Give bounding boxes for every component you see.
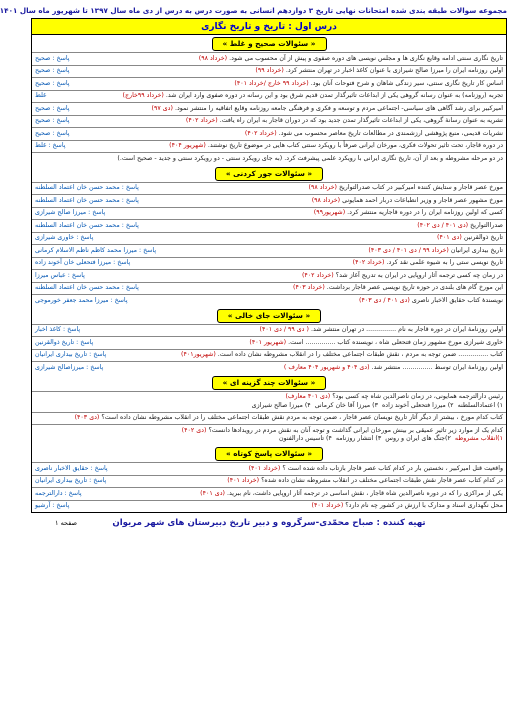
exam-date: (شهریور ۴۰۱) xyxy=(249,338,287,346)
question-row xyxy=(32,194,506,207)
answer-text: پاسخ : تاریخ ذوالقرنین xyxy=(35,338,94,346)
exam-date: (خرداد ۴۰۱) xyxy=(227,477,260,484)
exam-date: (دی ۴۰۱ / دی ۴۰۳) xyxy=(358,296,410,304)
section-title: « سئوالات جور کردنی » xyxy=(215,167,323,181)
question-body: کتاب ............... ضمن توجه به مردم ، نقش طبقات اجتماعی مختلف را در انقلاب مشروطه نشان داده است. xyxy=(217,351,503,358)
answer-option: ۲)جنگ های ایران و روس xyxy=(385,435,451,442)
question-text xyxy=(164,247,503,256)
answer-option: ۳) انتشار روزنامه xyxy=(335,435,382,442)
exam-date: (شهریور۴۰۱) xyxy=(181,351,216,358)
question-row xyxy=(32,115,506,128)
question-body: یکی از مراکزی را که در دوره ناصرالدین شاه قاجار ، نقش اساسی در ترجمه آثار اروپایی داشت، نام ببرید. xyxy=(227,489,503,497)
question-row xyxy=(32,294,506,307)
section-title: « سئوالات صحیح و غلط » xyxy=(212,37,327,51)
answer-option: ۴) تاسیس دارالفنون xyxy=(278,435,332,442)
question-text xyxy=(147,184,503,193)
question-row xyxy=(32,152,506,165)
question-row xyxy=(32,102,506,115)
section-heading xyxy=(32,445,506,462)
question-row xyxy=(32,391,506,412)
exam-date: (خرداد ۴۰۲) xyxy=(185,117,218,124)
question-block xyxy=(147,222,503,231)
question-body: نشریات قدیمی، منبع پژوهشی ارزشمندی در مطالعات تاریخ معاصر محسوب می شود. xyxy=(278,129,503,137)
question-body: امیرکبیر برای رشد آگاهی های سیاسی- اجتماعی مردم و توسعه و فکری و فرهنگی جامعه روزنامه وقایع اتفاقیه را منتشر نمود. xyxy=(174,104,503,112)
question-body: رئیس دارالترجمه همایونی، در زمان ناصرالدین شاه چه کسی بود؟ xyxy=(332,393,503,400)
answer-text: پاسخ : دارالترجمه xyxy=(35,489,82,497)
answer-text: پاسخ : میرزا محمد کاظم ناظم الاسلام کرمانی xyxy=(35,246,157,254)
question-body: مورخ عصر قاجار و ستایش کننده امیرکبیر در کتاب صدرالتواریخ xyxy=(338,184,503,191)
question-row xyxy=(32,462,506,475)
question-body: این مورخ گام های بلندی در حوزه تاریخ نویسی عصر قاجار برداشت. xyxy=(326,284,503,291)
exam-date: (خرداد ۹۹ خارج /خرداد ۴۰۱) xyxy=(234,79,309,87)
section-title: « سئوالات چند گزینه ای » xyxy=(212,376,327,390)
exam-date: (خرداد ۹۸) xyxy=(311,196,341,204)
question-block xyxy=(88,326,503,335)
question-row xyxy=(32,52,506,65)
question-block xyxy=(54,92,503,101)
answer-text: پاسخ : کاغذ اخبار xyxy=(35,326,81,333)
question-text xyxy=(54,92,503,101)
exam-date: (دی ۴۰۱) xyxy=(437,234,462,241)
section-heading xyxy=(32,307,506,324)
question-block xyxy=(111,364,503,373)
question-body: خاوری شیرازی مورخ مشهور زمان فتحعلی شاه ، نویسنده کتاب ............... است. xyxy=(288,338,503,346)
exam-date: (دی ۴۰۳) xyxy=(74,414,100,421)
question-body: محل نگهداری اسناد و مدارک با ارزش در کشور چه نام دارد؟ xyxy=(345,502,503,509)
question-block xyxy=(101,339,503,348)
section-heading xyxy=(32,165,506,182)
question-row xyxy=(32,475,506,488)
question-text xyxy=(78,80,503,89)
question-block xyxy=(93,272,503,281)
exam-date: (خرداد ۹۹خارج) xyxy=(122,92,164,99)
answer-text: پاسخ : محمد حسن خان اعتماد السلطنه xyxy=(35,221,139,229)
question-text xyxy=(113,209,503,218)
answer-text: پاسخ : حقایق الاخبار ناصری xyxy=(35,464,108,472)
question-row xyxy=(32,282,506,295)
question-row xyxy=(32,219,506,232)
answer-text: پاسخ : صحیح xyxy=(35,129,70,137)
question-block xyxy=(138,259,503,268)
question-row xyxy=(32,487,506,500)
question-row xyxy=(32,90,506,103)
question-row xyxy=(32,269,506,282)
question-text xyxy=(138,259,503,268)
question-row xyxy=(32,207,506,220)
answer-option: ۲) میرزا فتحعلی آخوند زاده xyxy=(381,401,454,409)
exam-date: (خرداد ۴۰۱) xyxy=(311,502,344,509)
question-block xyxy=(35,427,503,444)
exam-date: (خرداد ۴۰۱) xyxy=(248,464,281,472)
answer-option: ۳) میرزا آقا خان کرمانی xyxy=(314,401,378,409)
question-row xyxy=(32,349,506,362)
question-text xyxy=(74,142,504,151)
answer-text: پاسخ : صحیح xyxy=(35,117,70,124)
answer-text: پاسخ : محمد حسن خان اعتماد السلطنه xyxy=(35,184,139,191)
sections-container xyxy=(32,35,506,512)
question-row xyxy=(32,500,506,513)
exam-date: ( دی ۹۹ / دی ۴۰۱) xyxy=(259,326,309,333)
exam-date: (خرداد ۹۸) xyxy=(308,184,337,191)
question-block xyxy=(147,197,503,206)
question-block xyxy=(74,142,504,151)
question-block xyxy=(136,297,503,306)
question-row xyxy=(32,324,506,337)
answer-text: پاسخ : صحیح xyxy=(35,79,70,87)
footer-author: تهیه کننده : صباح محمّدی-سرگروه و دبیر تاریخ دبیرستان های شهر مریوان xyxy=(112,518,426,528)
question-text xyxy=(116,465,503,474)
question-text xyxy=(35,393,503,402)
section-title: « سئوالات پاسخ کوتاه » xyxy=(215,447,323,461)
answer-text: پاسخ : میرزا فتحعلی خان آخوند زاده xyxy=(35,259,131,266)
question-text xyxy=(78,55,503,64)
question-row xyxy=(32,361,506,374)
question-block xyxy=(101,234,503,243)
question-row xyxy=(32,127,506,140)
question-text xyxy=(35,155,503,164)
question-row xyxy=(32,257,506,270)
question-block xyxy=(147,284,503,293)
question-body: در زمان چه کسی ترجمه آثار اروپایی در ایران به تدریج آغاز شد؟ xyxy=(335,271,503,279)
question-block xyxy=(78,105,503,114)
answer-option: ۱) اعتمادالسلطنه xyxy=(457,401,503,409)
question-text xyxy=(147,197,503,206)
answer-text: پاسخ : خاوری شیرازی xyxy=(35,234,94,241)
question-text xyxy=(101,234,503,243)
page-number: صفحه ۱ xyxy=(55,519,78,527)
question-body: نویسندهٔ کتاب حقایق الاخبار ناصری xyxy=(411,296,503,304)
question-text xyxy=(101,339,503,348)
question-text xyxy=(78,105,503,114)
page-footer xyxy=(31,515,507,531)
question-block xyxy=(147,184,503,193)
section-title: « سئوالات جای خالی » xyxy=(217,309,321,323)
question-row xyxy=(32,424,506,445)
answer-text: غلط xyxy=(35,92,47,99)
document-header-title: مجموعه سوالات طبقه بندی شده امتحانات نهایی تاریخ ۳ دوازدهم انسانی به صورت درس به درس از دی ماه سال ۱۳۹۷ تا شهریور ماه سال ۱۴۰۱ xyxy=(0,6,507,15)
question-body: کسی که اولین روزنامه ایران را در دوره قاجاریه منتشر کرد. xyxy=(347,209,503,216)
question-block xyxy=(77,502,503,511)
exam-date: (خرداد ۴۰۳) xyxy=(292,284,325,291)
question-row xyxy=(32,412,506,425)
section-heading xyxy=(32,35,506,52)
question-block xyxy=(35,393,503,410)
answer-options xyxy=(35,402,503,411)
lesson-title: درس اول : تاریخ و تاریخ نگاری xyxy=(32,19,506,35)
question-body: اولین روزنامهٔ ایران توسط ............... منتشر شد. xyxy=(371,363,503,371)
question-body: در کدام کتاب عصر قاجار نقش طبقات اجتماعی مختلف در انقلاب مشروطه نشان داده شده؟ xyxy=(261,477,503,484)
exam-date: (خرداد ۴۰۲) xyxy=(244,129,277,137)
answer-text: پاسخ : میرزا صالح شیرازی xyxy=(35,209,106,216)
answer-options xyxy=(35,435,503,444)
question-body: کدام یک از موارد زیر تاثیر عمیقی بر بینش مورخان ایرانی گذاشت و توجه آنان به نقش مردم در رویدادها دانست؟ xyxy=(208,426,503,434)
exam-date: (خرداد ۹۹ / دی ۴۰۱ / دی ۴۰۳) xyxy=(368,246,449,254)
exam-date: (خرداد ۹۸) xyxy=(198,54,228,62)
question-text xyxy=(78,117,503,126)
question-text xyxy=(136,297,503,306)
content-frame xyxy=(31,18,507,513)
exam-date: (دی ۴۰۴ و شهریور ۴۰۴ معارف ) xyxy=(283,363,370,371)
question-text xyxy=(93,272,503,281)
question-block xyxy=(78,80,503,89)
question-text xyxy=(147,284,503,293)
question-block xyxy=(78,117,503,126)
answer-option: ۴) میرزا صالح شیرازی xyxy=(251,401,311,409)
question-body: در دو مرحله مشروطه و بعد از آن، تاریخ نگاری ایرانی با رویکرد علمی پیشرفت کرد. (به جای رویکرد سنتی - دو رویکرد سنتی و جدید - صحیح است.) xyxy=(117,154,503,162)
question-body: صدراالتواریخ xyxy=(470,221,503,229)
question-text xyxy=(147,222,503,231)
question-text xyxy=(78,67,503,76)
question-text xyxy=(88,326,503,335)
answer-text: پاسخ : میرزا محمد جعفر خورموجی xyxy=(35,296,128,304)
question-body: در دوره قاجار، تحت تاثیر تحولات فکری، مورخان ایرانی صرفاً با رویکرد سنتی کتاب هایی در موضوع تاریخ نوشتند. xyxy=(207,142,503,149)
question-block xyxy=(78,130,503,139)
answer-text: پاسخ : غلط xyxy=(35,142,66,149)
exam-date: (خرداد ۴۰۲) xyxy=(352,259,385,266)
question-block xyxy=(90,490,503,499)
exam-date: (شهریور ۴۰۴) xyxy=(169,142,206,149)
question-body: تاریخ نگاری سنتی ادامه وقایع نگاری ها و مجلس نویسی های دوره صفوی و پیش از آن محسوب می شود. xyxy=(229,54,503,62)
question-block xyxy=(164,247,503,256)
question-text xyxy=(114,477,503,486)
question-row xyxy=(32,336,506,349)
exam-date: (دی ۴۰۱ / دی ۴۰۲) xyxy=(417,221,469,229)
question-body: اساس کار تاریخ نگاری سنتی، سیر زندگی شاهان و شرح فتوحات آنان بود. xyxy=(310,79,503,87)
exam-date: (دی ۴۰۲) xyxy=(181,426,207,434)
question-text xyxy=(90,490,503,499)
question-body: تاریخ نویسی ستی را به شیوه علمی نقد کرد. xyxy=(386,259,503,266)
question-row xyxy=(32,77,506,90)
question-text xyxy=(78,130,503,139)
exam-date: (دی ۴۰۱ معارف) xyxy=(285,393,331,400)
section-heading xyxy=(32,374,506,391)
question-row xyxy=(32,182,506,195)
question-body: تاریخ ذوالقرنین xyxy=(463,234,503,241)
question-text xyxy=(35,414,503,423)
question-body: تاریخ بیداری ایرانیان xyxy=(450,246,503,254)
answer-text: پاسخ : تاریخ بیداری ایرانیان xyxy=(35,477,107,484)
question-body: واقعیت قتل امیرکبیر ، نخستین بار در کدام کتاب عصر قاجار بازتاب داده شده است ؟ xyxy=(282,464,503,472)
question-body: کتاب کدام مورخ ، بیشتر از دیگر آثار تاریخ نویسان عصر قاجار ، ضمن توجه به مردم نقش طبقات اجتماعی مختلف را در انقلاب مشروطه نشان داده است؟ xyxy=(101,414,503,421)
question-row xyxy=(32,140,506,153)
exam-date: (خرداد ۹۹) xyxy=(255,67,284,74)
answer-text: پاسخ : تاریخ بیداری ایرانیان xyxy=(35,351,107,358)
exam-date: (دی ۴۰۱) xyxy=(200,489,225,497)
answer-text: پاسخ : میرزاصالح شیرازی xyxy=(35,363,104,371)
question-text xyxy=(77,502,503,511)
question-row xyxy=(32,65,506,78)
question-block xyxy=(78,67,503,76)
question-block xyxy=(35,414,503,423)
question-block xyxy=(35,155,503,164)
answer-text: پاسخ : محمد حسن خان اعتماد السلطنه xyxy=(35,284,139,291)
exam-date: (شهریور۹۹) xyxy=(313,209,346,216)
question-body: تشریه به عنوان رسانهٔ گروهی، یکی از ابداعات تاثیرگذار تمدن جدید بود که در دوران قاجار به ایران راه یافت. xyxy=(219,117,503,124)
question-body: اولین روزنامه ایران را میرزا صالح شیرازی با عنوان کاغذ اخبار در تهران منتشر کرد. xyxy=(285,67,503,74)
question-block xyxy=(113,209,503,218)
answer-text: پاسخ : آرشیو xyxy=(35,502,70,509)
exam-date: (خرداد ۴۰۲) xyxy=(301,271,334,279)
answer-text: پاسخ : صحیح xyxy=(35,67,70,74)
answer-text: پاسخ : صحیح xyxy=(35,54,70,62)
exam-date: (دی ۹۷) xyxy=(151,104,173,112)
question-body: تجربه (روزنامه) به عنوان رسانه گروهی یکی از ابداعات تاثیرگذار تمدن قدیم شرق بود و این رسانه در دوره صفوی وارد ایران شد. xyxy=(165,92,503,99)
question-body: اولین روزنامهٔ ایران در دوره قاجار به نام ............... در تهران منتشر شد. xyxy=(310,326,503,333)
answer-text: پاسخ : عباس میرزا xyxy=(35,271,85,279)
question-row xyxy=(32,232,506,245)
answer-text: پاسخ : محمد حسن خان اعتماد السلطنه xyxy=(35,196,139,204)
question-block xyxy=(114,477,503,486)
answer-text: پاسخ : صحیح xyxy=(35,104,70,112)
question-block xyxy=(114,351,503,360)
question-row xyxy=(32,244,506,257)
question-text xyxy=(114,351,503,360)
question-block xyxy=(78,55,503,64)
question-text xyxy=(35,427,503,436)
question-text xyxy=(111,364,503,373)
answer-option: ۱)انقلاب مشروطه xyxy=(454,435,503,442)
question-body: مورخ مشهور عصر قاجار و وزیر انطباعات دربار احمد همایونی xyxy=(342,196,503,204)
question-block xyxy=(116,465,503,474)
